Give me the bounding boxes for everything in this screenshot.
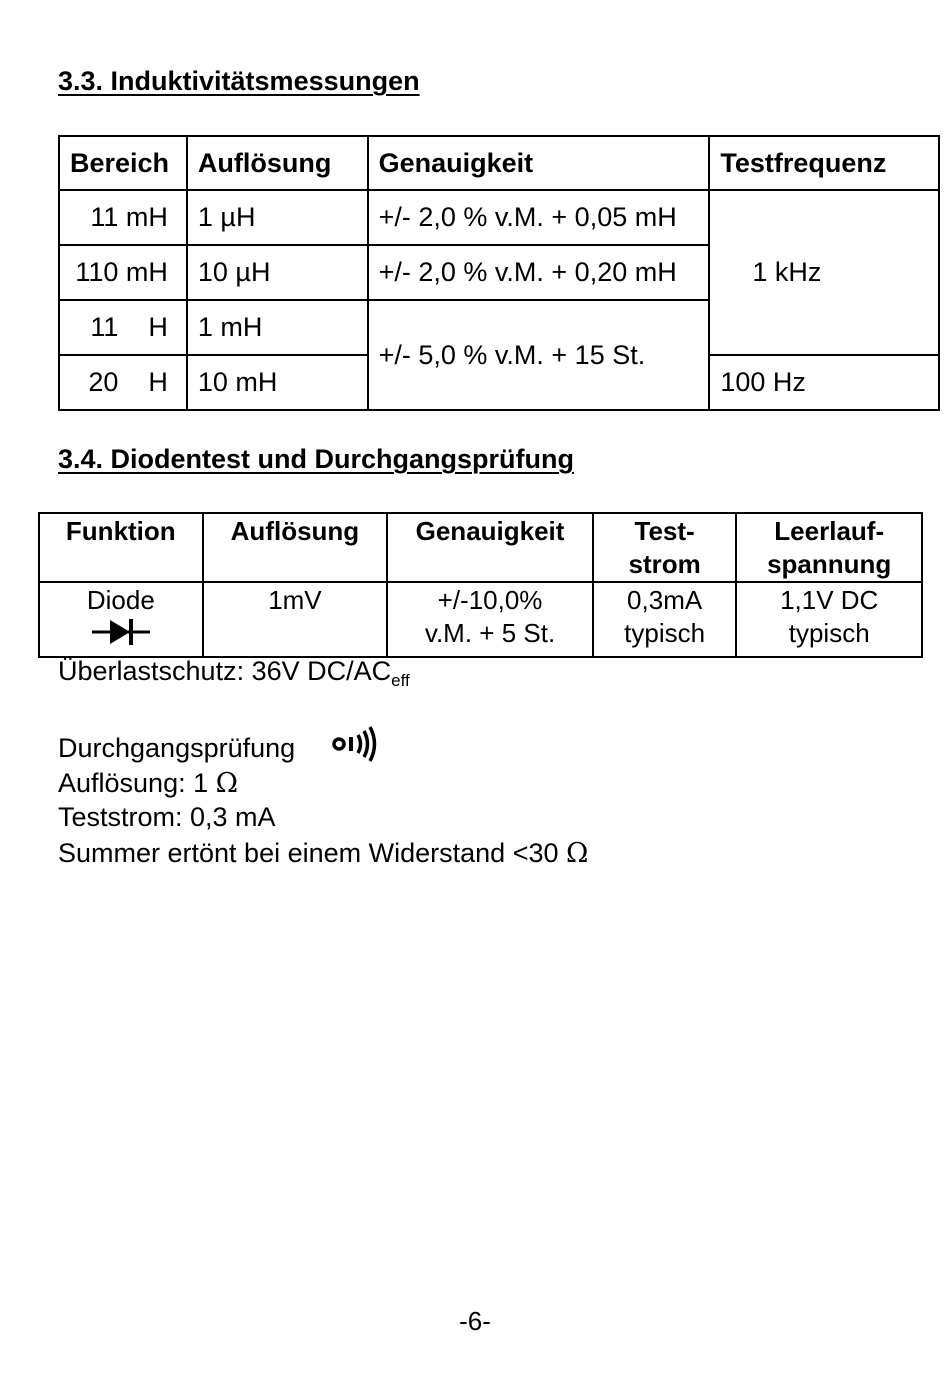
continuity-resolution-label: Auflösung: 1 xyxy=(58,768,216,798)
section-heading-inductance: 3.3. Induktivitätsmessungen xyxy=(58,66,420,96)
header-test-frequency: Testfrequenz xyxy=(709,136,939,190)
accuracy-cell: +/- 5,0 % v.M. + 15 St. xyxy=(368,300,710,410)
buzzer-icon xyxy=(330,725,378,763)
range-cell: 110 mH xyxy=(59,245,187,300)
header-range: Bereich xyxy=(59,136,187,190)
header-open-voltage xyxy=(736,513,922,582)
continuity-buzzer-threshold xyxy=(58,838,588,869)
ohm-symbol: Ω xyxy=(215,768,239,799)
function-cell xyxy=(39,582,203,657)
header-test-current-line1: Test- xyxy=(634,516,695,546)
accuracy-line2: v.M. + 5 St. xyxy=(424,618,556,648)
buzzer-threshold-label: Summer ertönt bei einem Widerstand <30 xyxy=(58,838,566,868)
accuracy-cell xyxy=(387,582,593,657)
header-resolution: Auflösung xyxy=(203,513,388,582)
open-voltage-line2: typisch xyxy=(788,618,870,648)
table-header-row xyxy=(59,136,939,190)
page-number: -6- xyxy=(459,1306,491,1336)
section-heading-diode-test: 3.4. Diodentest und Durchgangsprüfung xyxy=(58,444,575,474)
header-open-voltage-line1: Leerlauf- xyxy=(774,516,885,546)
header-accuracy: Genauigkeit xyxy=(368,136,710,190)
frequency-cell: 1 kHz xyxy=(709,190,939,355)
inductance-table xyxy=(58,135,940,411)
overload-text: Überlastschutz: 36V DC/AC xyxy=(58,656,392,686)
header-test-current-line2: strom xyxy=(628,549,701,579)
frequency-cell: 100 Hz xyxy=(709,355,939,410)
function-label: Diode xyxy=(86,585,155,615)
diode-icon xyxy=(90,617,152,647)
open-voltage-line1: 1,1V DC xyxy=(780,585,879,615)
resolution-cell: 10 mH xyxy=(187,355,368,410)
continuity-title: Durchgangsprüfung xyxy=(58,733,296,763)
resolution-cell: 10 µH xyxy=(187,245,368,300)
test-current-line1: 0,3mA xyxy=(627,585,703,615)
resolution-cell: 1 mH xyxy=(187,300,368,355)
resolution-cell: 1mV xyxy=(203,582,388,657)
overload-protection xyxy=(58,656,410,691)
range-cell: 11 H xyxy=(59,300,187,355)
diode-table xyxy=(38,512,923,658)
overload-subscript: eff xyxy=(391,671,410,690)
test-current-line2: typisch xyxy=(624,618,706,648)
header-accuracy: Genauigkeit xyxy=(387,513,593,582)
table-row xyxy=(39,582,922,657)
table-row xyxy=(59,190,939,245)
header-function: Funktion xyxy=(39,513,203,582)
range-cell: 11 mH xyxy=(59,190,187,245)
test-current-cell xyxy=(593,582,737,657)
header-open-voltage-line2: spannung xyxy=(767,549,892,579)
continuity-current: Teststrom: 0,3 mA xyxy=(58,802,276,832)
header-resolution: Auflösung xyxy=(187,136,368,190)
open-voltage-cell xyxy=(736,582,922,657)
continuity-resolution xyxy=(58,768,238,799)
accuracy-cell: +/- 2,0 % v.M. + 0,20 mH xyxy=(368,245,710,300)
accuracy-cell: +/- 2,0 % v.M. + 0,05 mH xyxy=(368,190,710,245)
resolution-cell: 1 µH xyxy=(187,190,368,245)
ohm-symbol: Ω xyxy=(566,838,589,869)
table-header-row xyxy=(39,513,922,582)
header-test-current xyxy=(593,513,737,582)
range-cell: 20 H xyxy=(59,355,187,410)
accuracy-line1: +/-10,0% xyxy=(437,585,543,615)
